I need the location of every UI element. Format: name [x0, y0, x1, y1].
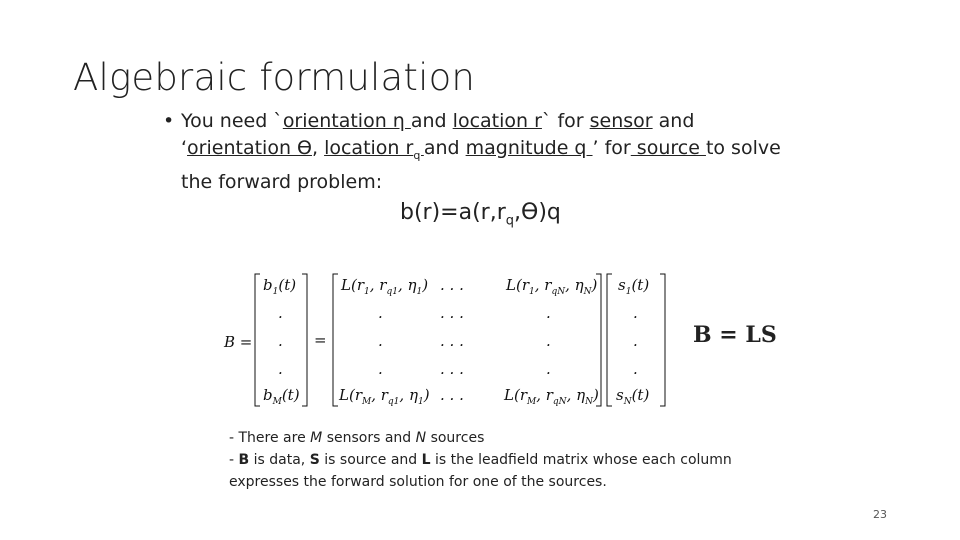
bullet-icon: •: [163, 110, 175, 132]
dot: .: [633, 304, 638, 322]
LMN: $L(r_M$, $r_{qN}$, $\eta_N$): [504, 386, 599, 407]
dots-row: . . .: [440, 360, 464, 378]
note-line: - B is data, S is source and L is the leadfield matrix whose each column: [229, 452, 732, 468]
dot: .: [546, 360, 551, 378]
note-line: expresses the forward solution for one of the sources.: [229, 474, 607, 490]
bullet-paragraph: [163, 108, 823, 195]
text: You need `: [181, 110, 283, 132]
underlined-term: magnitude q: [465, 136, 593, 159]
underlined-term: orientation Ө: [187, 136, 312, 159]
dot: .: [633, 332, 638, 350]
b-bottom: $b_M(t)$: [263, 386, 300, 407]
subscript: q: [413, 148, 424, 162]
underlined-term: source: [630, 136, 706, 159]
dots-row: . . .: [440, 332, 464, 350]
dot: .: [378, 304, 383, 322]
forward-equation: [400, 200, 561, 228]
text: ,: [311, 136, 325, 159]
underlined-term: sensor: [589, 110, 653, 132]
note-line: - There are M sensors and N sources: [229, 430, 485, 446]
text: ,Ө)q: [514, 200, 561, 225]
dot: .: [633, 360, 638, 378]
LM1: $L(r_M$, $r_{q1}$, $\eta_1$): [339, 386, 430, 407]
s-bottom: $s_N(t)$: [616, 386, 650, 407]
dot: .: [278, 304, 283, 322]
L1N: $L(r_1$, $r_{qN}$, $\eta_N$): [506, 276, 598, 297]
compact-equation: B = LS: [693, 322, 777, 348]
underlined-term: orientation η: [282, 110, 411, 132]
bracket-s-left: [607, 274, 612, 406]
text: ‘: [181, 136, 188, 159]
text: to solve: [705, 136, 781, 159]
slide-number: 23: [873, 508, 887, 521]
notes-text: [229, 427, 789, 493]
text: and: [652, 110, 695, 132]
s-top: $s_1(t)$: [618, 276, 650, 297]
b-top: $b_1(t)$: [263, 276, 297, 297]
dot: .: [546, 332, 551, 350]
underlined-term: [324, 136, 424, 162]
dot: .: [378, 360, 383, 378]
text: and: [423, 136, 466, 159]
text: the forward problem:: [181, 170, 383, 193]
slide-title: Algebraic formulation: [73, 56, 476, 99]
text: ` for: [541, 110, 590, 132]
bracket-b-left: [255, 274, 260, 406]
text: b(r)=a(r,r: [400, 200, 506, 225]
dot: .: [278, 332, 283, 350]
text: and: [410, 110, 453, 132]
L11: $L(r_1$, $r_{q1}$, $\eta_1$): [341, 276, 429, 297]
matrix-equation: [222, 268, 672, 414]
bracket-l-left: [333, 274, 338, 406]
dots-row: . . .: [440, 276, 464, 294]
subscript: q: [505, 213, 515, 229]
bracket-s-right: [660, 274, 665, 406]
bullet-text: [181, 108, 823, 195]
bracket-b-right: [302, 274, 307, 406]
dot: .: [378, 332, 383, 350]
text: ’ for: [592, 136, 631, 159]
dot: .: [278, 360, 283, 378]
underlined-term: location r: [452, 110, 542, 132]
equals-sign: =: [314, 331, 327, 349]
lhs-label: B =: [224, 333, 253, 351]
dot: .: [546, 304, 551, 322]
dots-row: . . .: [440, 386, 464, 404]
text: location r: [324, 136, 414, 159]
dots-row: . . .: [440, 304, 464, 322]
